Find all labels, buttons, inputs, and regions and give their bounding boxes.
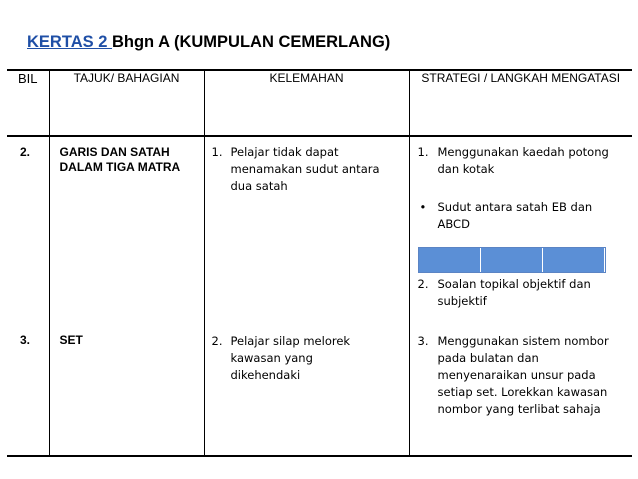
strategy-number-1: 1. — [417, 145, 429, 159]
strategi-cell — [409, 136, 632, 456]
strategy-number-2: 2. — [417, 277, 429, 291]
strategy-1-detail: Sudut antara satah EB dan ABCD — [437, 200, 593, 231]
tajuk-cell — [49, 136, 204, 456]
bar-segment — [543, 248, 604, 272]
title-paper-label: KERTAS 2 — [27, 33, 112, 51]
weakness-number-1: 1. — [211, 145, 223, 159]
strategy-1: Menggunakan kaedah potong dan kotak — [437, 145, 609, 176]
header-kelemahan: KELEMAHAN — [204, 70, 409, 136]
topic-set: SET — [59, 333, 83, 347]
weakness-1: Pelajar tidak dapat menamakan sudut antara dua satah — [230, 145, 380, 193]
strategy-number-3: 3. — [417, 334, 429, 348]
header-bil: BIL — [7, 70, 49, 136]
weakness-2: Pelajar silap melorek kawasan yang dikehendaki — [230, 334, 351, 382]
row-number-3: 3. — [20, 333, 31, 347]
table-body-row — [7, 136, 632, 456]
header-strategi: STRATEGI / LANGKAH MENGATASI — [409, 70, 632, 136]
weakness-table — [7, 69, 632, 457]
row-number-2: 2. — [20, 145, 31, 159]
bar-segment — [419, 248, 481, 272]
header-tajuk: TAJUK/ BAHAGIAN — [49, 70, 204, 136]
bil-cell — [7, 136, 49, 456]
strategy-3: Menggunakan sistem nombor pada bulatan dan menyenaraikan unsur pada setiap set. Lorekkan kawasan nombor yang terlibat sahaja — [437, 334, 609, 416]
bullet-icon: • — [419, 200, 427, 214]
page-title — [27, 33, 390, 52]
decorative-bar — [418, 247, 606, 273]
title-section-label: Bhgn A (KUMPULAN CEMERLANG) — [111, 33, 391, 51]
kelemahan-cell — [204, 136, 409, 456]
topic-garis-satah: GARIS DAN SATAH DALAM TIGA MATRA — [59, 145, 181, 174]
table-header-row — [7, 70, 632, 136]
strategy-2: Soalan topikal objektif dan subjektif — [437, 277, 591, 308]
bar-segment — [481, 248, 543, 272]
weakness-number-2: 2. — [211, 334, 223, 348]
